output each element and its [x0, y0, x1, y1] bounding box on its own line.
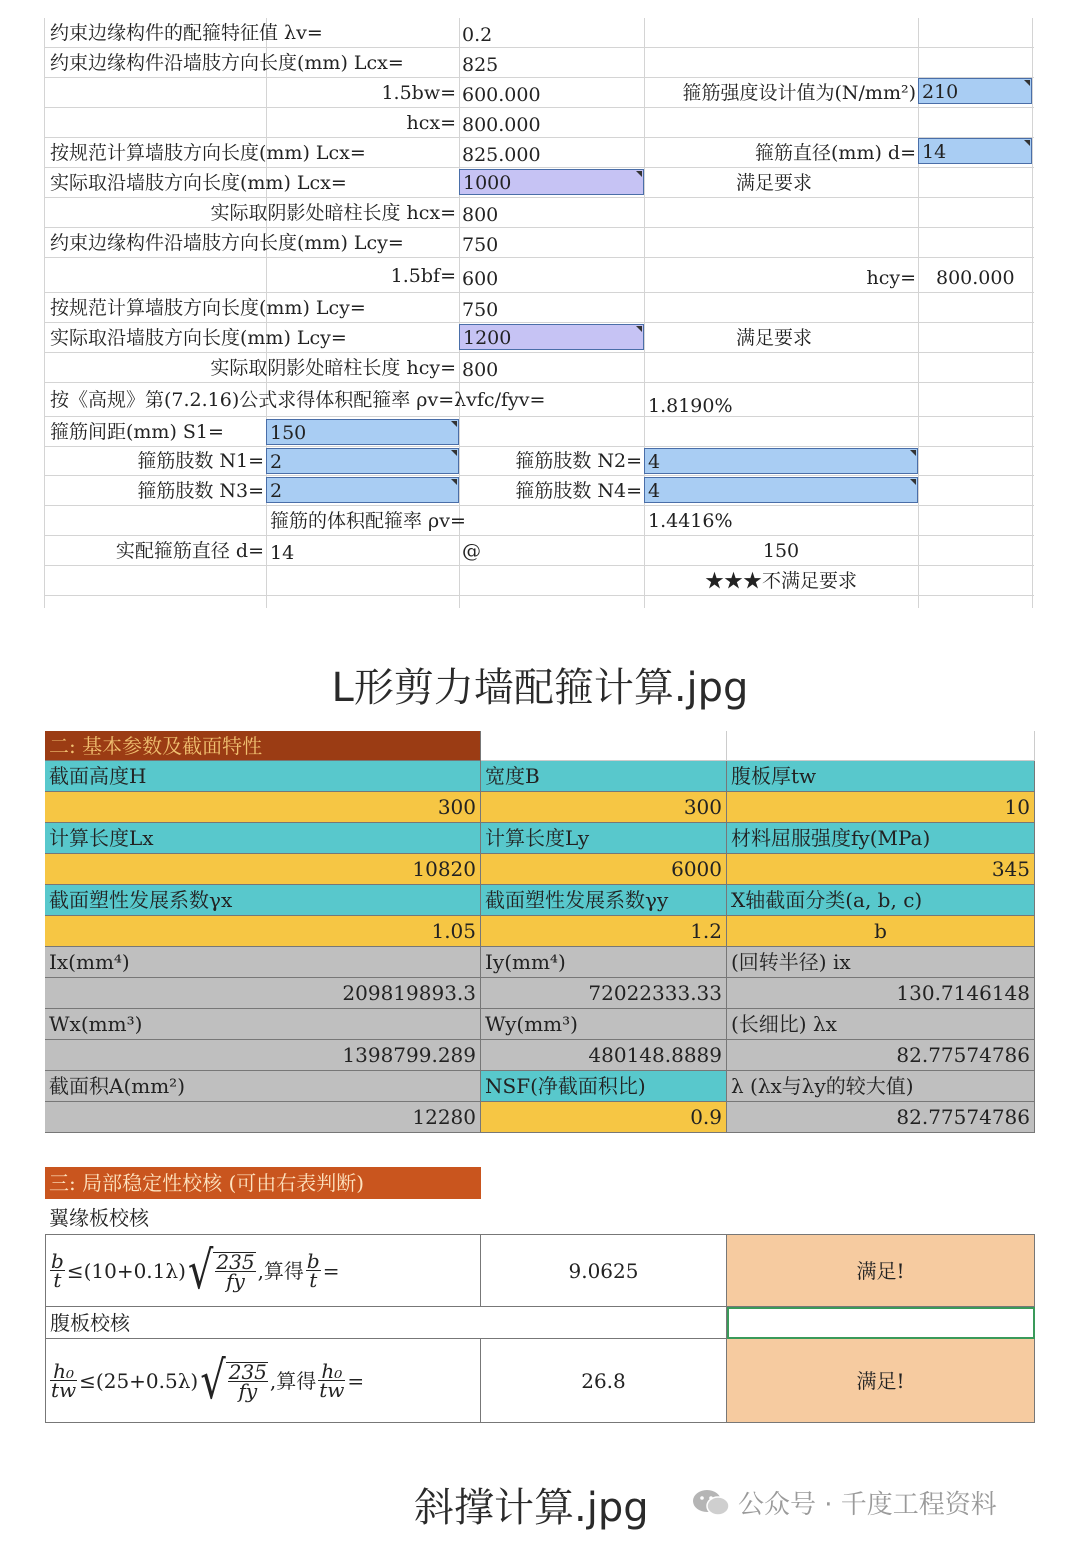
param-header: 计算长度Ly: [481, 823, 727, 854]
flange-status: 满足!: [727, 1235, 1035, 1307]
param-value[interactable]: 82.77574786: [727, 1040, 1035, 1071]
sqrt-235-fy: √ $\frac{235}{fy}$: [187, 1240, 255, 1301]
param-value[interactable]: 12280: [45, 1102, 481, 1133]
row-label: 约束边缘构件沿墙肢方向长度(mm) Lcx=: [50, 52, 404, 74]
rho-label: 箍筋的体积配箍率 ρv=: [270, 510, 466, 532]
n1-input[interactable]: 2: [266, 448, 459, 474]
param-value[interactable]: 10820: [45, 854, 481, 885]
param-value[interactable]: 82.77574786: [727, 1102, 1035, 1133]
param-value[interactable]: 6000: [481, 854, 727, 885]
final-status: ★★★不满足要求: [704, 570, 857, 592]
rho-value[interactable]: 1.4416%: [648, 510, 733, 532]
watermark-text: 公众号 · 千度工程资料: [738, 1490, 997, 1520]
param-value[interactable]: 345: [727, 854, 1035, 885]
wechat-icon: [692, 1488, 730, 1518]
n2-label: 箍筋肢数 N2=: [515, 450, 642, 472]
param-header: NSF(净截面积比): [481, 1071, 727, 1102]
empty-cell: [727, 731, 1035, 761]
row-label: 实际取沿墙肢方向长度(mm) Lcy=: [50, 327, 347, 349]
section2-title: 二: 基本参数及截面特性: [45, 731, 481, 761]
param-value[interactable]: 72022333.33: [481, 978, 727, 1009]
param-header: Wy(mm³): [481, 1009, 727, 1040]
hcy-value[interactable]: 800.000: [936, 267, 1015, 289]
param-header: 宽度B: [481, 761, 727, 792]
bracing-sheet: [45, 731, 1035, 1423]
param-header: (长细比) λx: [727, 1009, 1035, 1040]
param-header: λ (λx与λy的较大值): [727, 1071, 1035, 1102]
row-value[interactable]: 800.000: [462, 114, 541, 136]
param-value[interactable]: 300: [45, 792, 481, 823]
row-label: 按规范计算墙肢方向长度(mm) Lcx=: [50, 142, 366, 164]
row-label: 按规范计算墙肢方向长度(mm) Lcy=: [50, 297, 366, 319]
lcy-input[interactable]: 1200: [459, 324, 644, 350]
row-label: 1.5bf=: [390, 265, 456, 287]
param-value[interactable]: b: [727, 916, 1035, 947]
at-symbol: @: [462, 540, 481, 562]
flange-check-label: 翼缘板校核: [45, 1201, 1035, 1235]
row-label: 实际取阴影处暗柱长度 hcy=: [210, 357, 456, 379]
param-value[interactable]: 1398799.289: [45, 1040, 481, 1071]
row-value[interactable]: 800: [462, 204, 499, 226]
flange-value[interactable]: 9.0625: [481, 1235, 727, 1307]
caption-bracing: 斜撑计算.jpg: [414, 1485, 649, 1531]
actual-d-label: 实配箍筋直径 d=: [115, 540, 264, 562]
param-header: 截面塑性发展系数γy: [481, 885, 727, 916]
flange-formula: $\frac{b}{t}$ ≤(10+0.1λ) √ $\frac{235}{fy}$ ,算得 $\frac{b}{t}$ =: [45, 1235, 481, 1307]
row-label: 约束边缘构件的配箍特征值 λv=: [50, 22, 323, 44]
param-header: Wx(mm³): [45, 1009, 481, 1040]
watermark: [692, 1484, 997, 1521]
row-value[interactable]: 750: [462, 234, 499, 256]
param-header: Ix(mm⁴): [45, 947, 481, 978]
param-header: 截面塑性发展系数γx: [45, 885, 481, 916]
row-value[interactable]: 0.2: [462, 24, 493, 46]
selected-cell[interactable]: [727, 1307, 1035, 1339]
row-label: 实际取阴影处暗柱长度 hcx=: [210, 202, 456, 224]
param-value[interactable]: 130.7146148: [727, 978, 1035, 1009]
row-label: 实际取沿墙肢方向长度(mm) Lcx=: [50, 172, 347, 194]
row-label: 约束边缘构件沿墙肢方向长度(mm) Lcy=: [50, 232, 404, 254]
row-value[interactable]: 600: [462, 268, 499, 290]
section3-title: 三: 局部稳定性校核 (可由右表判断): [45, 1167, 481, 1199]
n1-label: 箍筋肢数 N1=: [137, 450, 264, 472]
param-value[interactable]: 209819893.3: [45, 978, 481, 1009]
row-value[interactable]: 750: [462, 299, 499, 321]
param-header: 材料屈服强度fy(MPa): [727, 823, 1035, 854]
param-value[interactable]: 10: [727, 792, 1035, 823]
param-value[interactable]: 1.05: [45, 916, 481, 947]
formula-value[interactable]: 1.8190%: [648, 395, 733, 417]
l-shear-wall-sheet: [44, 18, 1034, 608]
param-header: 计算长度Lx: [45, 823, 481, 854]
param-header: (回转半径) ix: [727, 947, 1035, 978]
n2-input[interactable]: 4: [644, 448, 918, 474]
row-value[interactable]: 600.000: [462, 84, 541, 106]
param-value[interactable]: 1.2: [481, 916, 727, 947]
lcx-input[interactable]: 1000: [459, 169, 644, 195]
param-header: 截面高度H: [45, 761, 481, 792]
n4-input[interactable]: 4: [644, 477, 918, 503]
param-header: 截面积A(mm²): [45, 1071, 481, 1102]
status-text: 满足要求: [736, 172, 813, 194]
actual-s-value[interactable]: 150: [762, 540, 800, 562]
stirrup-strength-input[interactable]: 210: [918, 78, 1032, 104]
stirrup-diameter-label: 箍筋直径(mm) d=: [755, 142, 916, 164]
row-label: hcx=: [406, 112, 456, 134]
sqrt-235-fy: √ $\frac{235}{fy}$: [200, 1350, 267, 1411]
empty-row: [45, 1135, 1035, 1167]
param-value[interactable]: 480148.8889: [481, 1040, 727, 1071]
param-value[interactable]: 300: [481, 792, 727, 823]
param-value[interactable]: 0.9: [481, 1102, 727, 1133]
param-header: X轴截面分类(a, b, c): [727, 885, 1035, 916]
web-value[interactable]: 26.8: [481, 1339, 727, 1423]
actual-d-value[interactable]: 14: [270, 542, 295, 564]
web-formula: $\frac{\text{h₀}}{tw}$ ≤(25+0.5λ) √ $\frac{235}{fy}$ ,算得 $\frac{\text{h₀}}{tw}$ =: [45, 1339, 481, 1423]
spacing-input[interactable]: 150: [266, 419, 459, 445]
row-label: 1.5bw=: [381, 82, 456, 104]
frac-h0-tw: $\frac{\text{h₀}}{tw}$: [51, 1359, 77, 1402]
row-value[interactable]: 800: [462, 359, 499, 381]
n3-label: 箍筋肢数 N3=: [137, 480, 264, 502]
row-value[interactable]: 825: [462, 54, 499, 76]
web-status: 满足!: [727, 1339, 1035, 1423]
spacing-label: 箍筋间距(mm) S1=: [50, 421, 224, 443]
n3-input[interactable]: 2: [266, 477, 459, 503]
status-text: 满足要求: [736, 327, 813, 349]
param-header: Iy(mm⁴): [481, 947, 727, 978]
web-check-label: 腹板校核: [45, 1307, 727, 1339]
n4-label: 箍筋肢数 N4=: [515, 480, 642, 502]
stirrup-diameter-input[interactable]: 14: [918, 138, 1032, 164]
formula-label: 按《高规》第(7.2.16)公式求得体积配箍率 ρv=λvfc/fyv=: [50, 389, 546, 411]
frac-b-t: $\frac{b}{t}$: [51, 1249, 64, 1292]
caption-l-wall: L形剪力墙配箍计算.jpg: [331, 665, 749, 711]
stirrup-strength-label: 箍筋强度设计值为(N/mm²): [682, 82, 916, 104]
param-header: 腹板厚tw: [727, 761, 1035, 792]
row-value[interactable]: 825.000: [462, 144, 541, 166]
hcy-label: hcy=: [866, 267, 916, 289]
empty-cell: [481, 731, 727, 761]
